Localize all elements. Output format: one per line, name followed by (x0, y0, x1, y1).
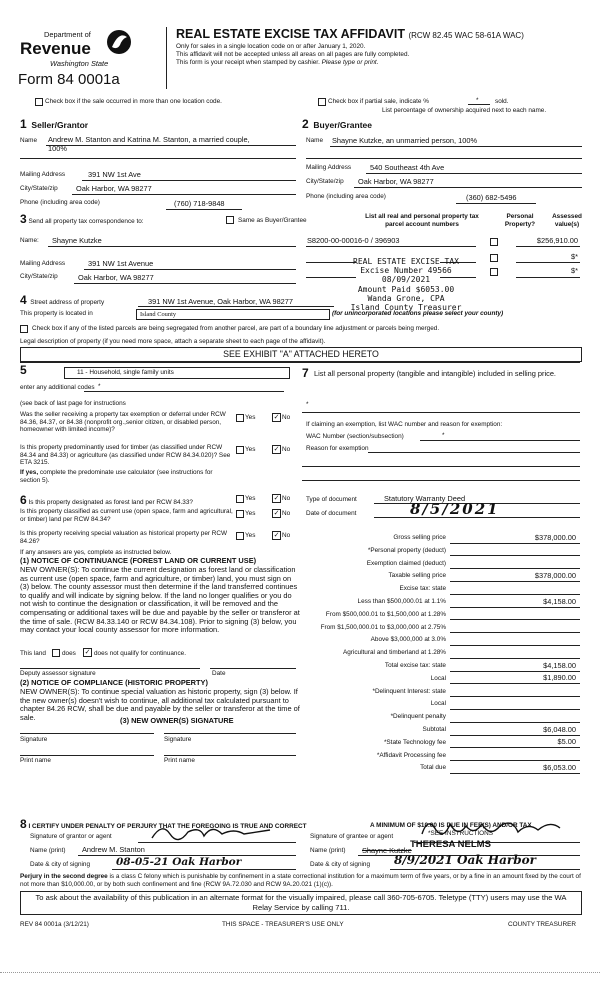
calc-label: Above $3,000,000 at 3.0% (370, 636, 446, 644)
accessibility-note: To ask about the availability of this publication in an alternate format for the visually impaired, please call 360-705-6705. Teletype (TTY) users may use the WA Relay Service by calling 711. (35, 893, 567, 912)
does-not-label: does not qualify for continuance. (94, 650, 187, 657)
seller-heading: 1 Seller/Grantor (20, 117, 89, 131)
calc-value[interactable]: $1,890.00 (543, 673, 576, 683)
does-label: does (62, 650, 76, 657)
any-yes-note: If any answers are yes, complete as instructed below. (20, 549, 172, 556)
land-does-checkbox[interactable] (52, 649, 60, 657)
section7-number: 7 (302, 366, 309, 380)
owner-print-name-label-1: Print name (20, 757, 51, 764)
calc-label: Excise tax: state (399, 585, 446, 593)
seller-mailing-label: Mailing Address (20, 171, 66, 178)
partial-sale-sold: sold. (495, 98, 509, 105)
section5-number: 5 (20, 363, 27, 377)
calc-label: Exemption claimed (deduct) (366, 559, 446, 567)
parcel-number-1[interactable]: S8200-00-00016-0 / 396903 (307, 236, 400, 245)
parcels-heading: List all real and personal property tax parcel account numbers (365, 213, 479, 228)
calc-label: Local (430, 700, 446, 708)
q6-historic-no-checkbox[interactable]: ✓ (273, 532, 280, 539)
grantor-date-label: Date & city of signing (30, 861, 91, 868)
exemption-label: If claiming an exemption, list WAC number and reason for exemption: (306, 421, 503, 428)
calc-value[interactable]: $378,000.00 (534, 570, 576, 580)
grantee-print-name[interactable]: Shayne Kutzke (362, 846, 412, 855)
county-treasurer-label: COUNTY TREASURER (508, 921, 576, 928)
buyer-phone-label: Phone (including area code) (306, 193, 386, 200)
q6-forest-yes-checkbox[interactable] (236, 495, 244, 503)
correspondence-city-label: City/State/zip (20, 273, 58, 280)
assessed-value-heading: Assessed value(s) (552, 213, 582, 228)
buyer-name-label: Name (306, 137, 324, 144)
yes-label: Yes (245, 446, 256, 453)
see-instructions-note: *SEE INSTRUCTIONS (428, 830, 493, 837)
no-label: No (282, 532, 291, 539)
minimum-fee-note: A MINIMUM OF $10.00 IS DUE IN FEE(S) AND/OR TAX (370, 822, 532, 829)
notice2-body: NEW OWNER(S): To continue special valuation as historic property, sign (3) below. If the new owner(s) doesn't wish to continue, all additional tax calculated pursuant to chapter 84.26 RCW, shall be due and payable by the seller or transferor at the time of sale. (20, 687, 300, 722)
buyer-name[interactable]: Shayne Kutzke, an unmarried person, 100% (332, 136, 478, 145)
partial-sale-value[interactable]: * (476, 97, 479, 104)
q6-forest-question: 6 Is this property designated as forest land per RCW 84.33? (20, 493, 193, 507)
correspondence-name-label: Name: (20, 237, 39, 244)
correspondence-mailing[interactable]: 391 NW 1st Avenue (88, 259, 154, 268)
segregated-checkbox[interactable] (20, 325, 28, 333)
calc-label: *Delinquent Interest: state (372, 687, 446, 695)
use-code-value: 11 - Household, single family units (77, 369, 174, 376)
personal-property-value[interactable]: * (306, 401, 309, 408)
correspondence-name[interactable]: Shayne Kutzke (52, 236, 102, 245)
seller-name-line2[interactable]: 100% (48, 144, 67, 153)
calc-label: From $1,500,000.01 to $3,000,000 at 2.75% (320, 623, 446, 631)
calc-label: *Affidavit Processing fee (376, 751, 446, 759)
use-code-select[interactable] (64, 367, 290, 379)
grantee-print-correction[interactable]: THERESA NELMS (410, 839, 491, 850)
street-address-label: 4 Street address of property (20, 293, 105, 307)
notice1-body: NEW OWNER(S): To continue the current designation as forest land or classification as current use (open space, farm and agriculture, or timber) land, you must sign on (3) below. The county assessor must then determine if the land transferred continues to qualify and will indicate by signing below. If the land no longer qualifies or you do not wish to continue the designation or classification, it will be removed and the compensating or additional taxes will be due and payable by the seller or transferor at the time of sale. (RCW 84.33.140 or RCW 84.34.108). Prior to signing (3) below, you may contact your local county assessor for more information. (20, 565, 300, 635)
certify-statement: 8 I CERTIFY UNDER PENALTY OF PERJURY THAT THE FOREGOING IS TRUE AND CORRECT (20, 817, 307, 831)
seller-name-line1[interactable]: Andrew M. Stanton and Katrina M. Stanton, a married couple, (48, 135, 250, 144)
q6-historic-question: Is this property receiving special valuation as historical property per RCW 84.26? (20, 530, 228, 545)
seller-phone-label: Phone (including area code) (20, 199, 100, 206)
grantor-print-label: Name (print) (30, 847, 66, 854)
personal-property-heading-7: List all personal property (tangible and intangible) included in selling price. (314, 369, 556, 378)
grantee-date-city[interactable]: 8/9/2021 Oak Harbor (394, 853, 536, 867)
additional-codes-value[interactable]: * (98, 383, 101, 390)
q5-exemption-question: Was the seller receiving a property tax exemption or deferral under RCW 84.36, 84.37, or 84.38 (nonprofit org.,senior citizen, or disabled person, homeowner with limited income)? (20, 411, 226, 434)
calc-label: Total excise tax: state (384, 662, 446, 669)
partial-sale-checkbox[interactable] (318, 98, 326, 106)
street-address[interactable]: 391 NW 1st Avenue, Oak Harbor, WA 98277 (148, 297, 294, 306)
no-label: No (282, 446, 291, 453)
correspondence-mailing-label: Mailing Address (20, 260, 66, 267)
no-label: No (282, 510, 291, 517)
buyer-heading: 2 Buyer/Grantee (302, 117, 373, 131)
wac-number-label: WAC Number (section/subsection) (306, 433, 404, 440)
multi-location-label: Check box if the sale occurred in more than one location code. (45, 98, 222, 105)
yes-label: Yes (245, 414, 256, 421)
calc-label: *State Technology fee (383, 738, 446, 746)
same-as-buyer-checkbox[interactable] (226, 216, 234, 224)
calc-label: Gross selling price (393, 534, 446, 541)
form-number: Form 84 0001a (18, 71, 120, 88)
assessed-value-2[interactable]: $* (571, 252, 578, 261)
q6-forest-no-checkbox[interactable]: ✓ (273, 495, 280, 502)
accessibility-box (20, 891, 582, 915)
grantor-date-city[interactable]: 08-05-21 Oak Harbor (116, 856, 242, 868)
q6-current-use-question: Is this property classified as current use (open space, farm and agricultural, or timber) land per RCW 84.34? (20, 508, 233, 523)
calc-value[interactable]: $4,158.00 (543, 660, 576, 670)
q5-timber-no-checkbox[interactable]: ✓ (273, 446, 280, 453)
land-does-label: This land (20, 650, 46, 657)
calc-label: From $500,000.01 to $1,500,000 at 1.28% (325, 610, 446, 618)
calc-label: Local (430, 674, 446, 682)
owner-signature-label-1: Signature (20, 736, 48, 743)
seller-city-label: City/State/zip (20, 185, 58, 192)
owner-signature-label-2: Signature (164, 736, 192, 743)
correspondence-heading: 3 Send all property tax correspondence to: (20, 212, 144, 226)
deputy-signature-label: Deputy assessor signature (20, 670, 96, 677)
correspondence-city[interactable]: Oak Harbor, WA 98277 (78, 273, 154, 282)
calc-value[interactable]: $5.00 (557, 737, 576, 747)
calc-label: Agricultural and timberland at 1.28% (342, 649, 446, 657)
personal-property-heading: Personal Property? (504, 213, 536, 228)
seller-phone[interactable]: (760) 718-9848 (174, 199, 225, 208)
personal-property-checkbox-1[interactable] (490, 238, 498, 246)
legal-description: SEE EXHIBIT "A" ATTACHED HERETO (223, 349, 379, 359)
calc-label: Total due (420, 764, 446, 772)
wac-number-value[interactable]: * (442, 432, 445, 439)
q6-current-use-yes-checkbox[interactable] (236, 510, 244, 518)
q6-historic-yes-checkbox[interactable] (236, 532, 244, 540)
partial-sale-note: List percentage of ownership acquired next to each name. (382, 107, 547, 114)
county-select-value: Island County (140, 311, 177, 318)
calc-value[interactable]: $4,158.00 (543, 596, 576, 606)
form-title: REAL ESTATE EXCISE TAX AFFIDAVIT (RCW 82.45 WAC 58-61A WAC) (176, 27, 524, 41)
multi-location-checkbox[interactable] (35, 98, 43, 106)
segregated-label: Check box if any of the listed parcels are being segregated from another parcel, are part of a boundary line adjustment or parcels being merged. (32, 325, 440, 332)
q5-exemption-yes-checkbox[interactable] (236, 414, 244, 422)
document-date-label: Date of document (306, 510, 357, 517)
legal-description-box[interactable] (20, 347, 582, 362)
seller-name-label: Name (20, 137, 38, 144)
yes-label: Yes (245, 510, 256, 517)
document-type-label: Type of document (306, 496, 357, 503)
header-note3: This form is your receipt when stamped by cashier. Please type or print. (176, 59, 379, 66)
unincorporated-note: (for unincorporated locations please select your county) (332, 310, 504, 317)
personal-property-checkbox-3[interactable] (490, 268, 498, 276)
yes-label: Yes (245, 532, 256, 539)
new-owner-signature-title: (3) NEW OWNER(S) SIGNATURE (120, 716, 234, 725)
buyer-city-label: City/State/zip (306, 178, 344, 185)
header-note1: Only for sales in a single location code on or after January 1, 2020. (176, 43, 366, 50)
notice1-title: (1) NOTICE OF CONTINUANCE (FOREST LAND OR CURRENT USE) (20, 556, 257, 565)
partial-sale-label: Check box if partial sale, indicate % (328, 98, 429, 105)
land-does-not-checkbox[interactable]: ✓ (84, 649, 91, 656)
owner-print-name-label-2: Print name (164, 757, 195, 764)
calc-label: *Personal property (deduct) (367, 546, 446, 554)
treasurer-stamp: REAL ESTATE EXCISE TAX Excise Number 49566 08/09/2021 Amount Paid $6053.00 Wanda Grone, CPA Island County Treasurer (350, 257, 462, 313)
calc-label: *Delinquent penalty (390, 713, 446, 721)
q5-timber-question: Is this property predominantly used for timber (as classified under RCW 84.34 and 84.33) or agriculture (as classified under RCW 84.34.020)? See ETA 3215. (20, 444, 231, 467)
same-as-buyer-label: Same as Buyer/Grantee (238, 217, 307, 224)
located-in-label: This property is located in (20, 310, 93, 317)
see-back-note: (see back of last page for instructions (20, 400, 126, 407)
legal-description-label: Legal description of property (if you need more space, attach a separate sheet to each page of the affidavit). (20, 338, 326, 345)
treasurer-use-note: THIS SPACE - TREASURER'S USE ONLY (222, 921, 344, 928)
no-label: No (282, 495, 291, 502)
grantee-signature-label: Signature of grantee or agent (310, 833, 394, 840)
buyer-phone[interactable]: (360) 682-5496 (466, 193, 517, 202)
buyer-city[interactable]: Oak Harbor, WA 98277 (358, 177, 434, 186)
dept-line1: Department of (44, 30, 91, 39)
buyer-mailing-label: Mailing Address (306, 164, 352, 171)
calc-label: Taxable selling price (388, 572, 446, 580)
reason-exemption-label: Reason for exemption (306, 445, 369, 452)
calc-label: Subtotal (422, 726, 446, 733)
header-note2: This affidavit will not be accepted unless all areas on all pages are fully completed. (176, 51, 410, 58)
grantee-print-label: Name (print) (310, 847, 346, 854)
calc-value[interactable]: $6,053.00 (543, 762, 576, 772)
grantee-date-label: Date & city of signing (310, 861, 371, 868)
assessed-value-3[interactable]: $* (571, 266, 578, 275)
assessed-value-1[interactable]: $256,910.00 (536, 236, 578, 245)
q5-timber-yes-checkbox[interactable] (236, 446, 244, 454)
county-select[interactable] (136, 309, 330, 320)
q5-exemption-no-checkbox[interactable]: ✓ (273, 414, 280, 421)
revision-number: REV 84 0001a (3/12/21) (20, 921, 89, 928)
notice2-title: (2) NOTICE OF COMPLIANCE (HISTORIC PROPERTY) (20, 678, 208, 687)
calc-value[interactable]: $6,048.00 (543, 724, 576, 734)
grantor-print-name[interactable]: Andrew M. Stanton (82, 845, 145, 854)
deputy-date-label: Date (212, 670, 226, 677)
q6-current-use-no-checkbox[interactable]: ✓ (273, 510, 280, 517)
seller-mailing[interactable]: 391 NW 1st Ave (88, 170, 141, 179)
dept-line3: Washington State (50, 59, 109, 68)
document-type[interactable]: Statutory Warranty Deed (384, 494, 466, 503)
grantor-signature-label: Signature of grantor or agent (30, 833, 112, 840)
personal-property-checkbox-2[interactable] (490, 254, 498, 262)
calc-label: Less than $500,000.01 at 1.1% (357, 598, 446, 605)
document-date[interactable]: 8/5/2021 (410, 500, 500, 518)
buyer-mailing[interactable]: 540 Southeast 4th Ave (370, 163, 445, 172)
additional-codes-label: enter any additional codes (20, 384, 95, 391)
dept-line2: Revenue (20, 39, 91, 58)
perjury-statement: Perjury in the second degree is a class C felony which is punishable by confinement in a state correctional institution for a maximum term of five years, or by a fine in an amount fixed by the court of not more than $10,000.00, or by both such confinement and fine (RCW 9A.72.030 and RCW 9A.20.021 (1)(c)). (20, 873, 581, 888)
yes-label: Yes (245, 495, 256, 502)
revenue-logo-icon (106, 27, 132, 57)
no-label: No (282, 414, 291, 421)
calc-value[interactable]: $378,000.00 (534, 532, 576, 542)
q5-timber-note: If yes, complete the predominate use calculator (see instructions for section 5). (20, 469, 213, 484)
seller-city[interactable]: Oak Harbor, WA 98277 (76, 184, 152, 193)
